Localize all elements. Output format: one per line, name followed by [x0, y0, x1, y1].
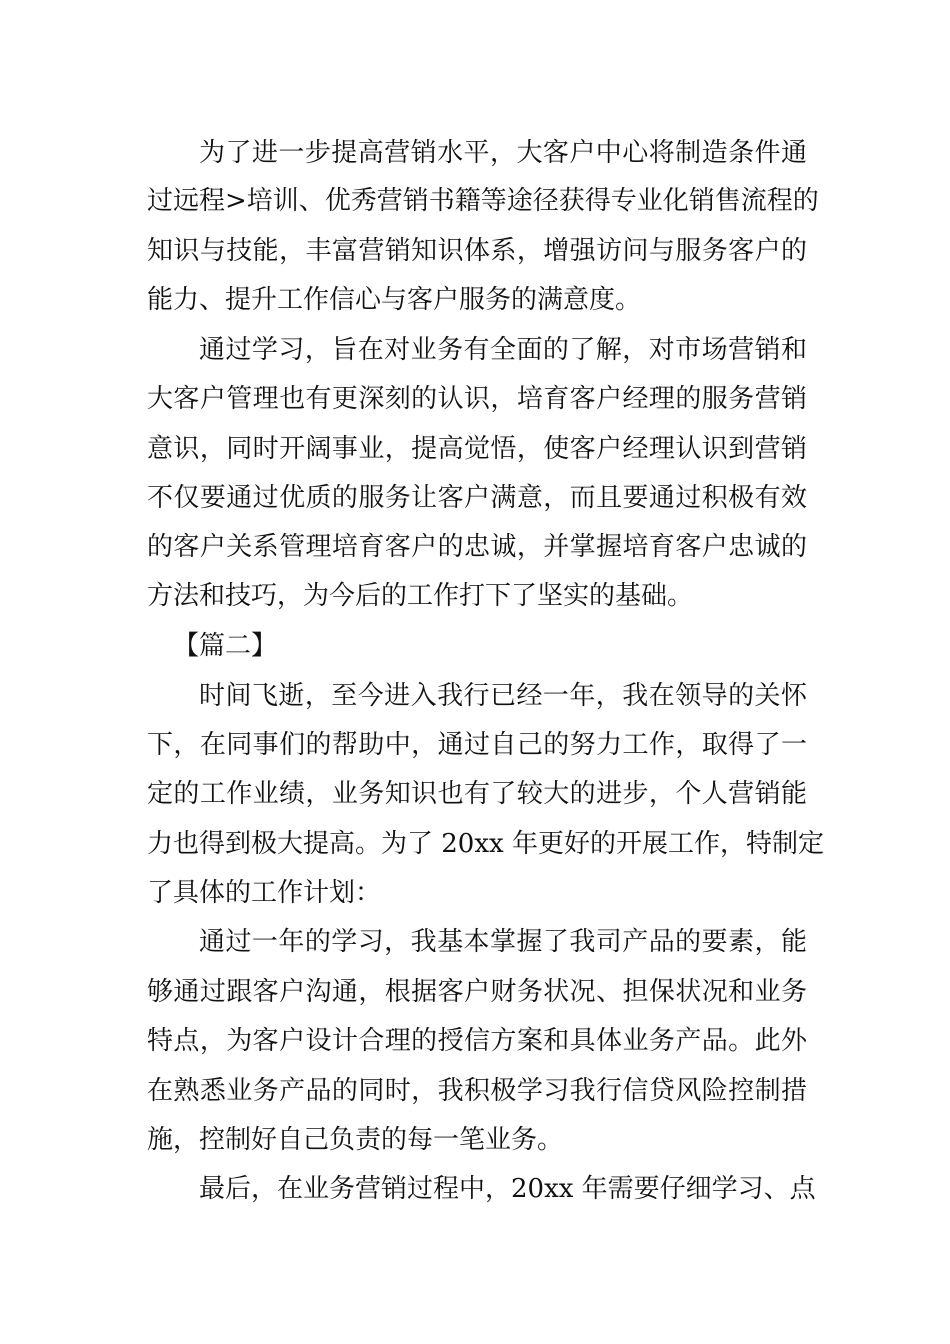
- paragraph-2-line-2: 大客户管理也有更深刻的认识，培育客户经理的服务营销: [147, 384, 807, 414]
- paragraph-1-line-3: 知识与技能，丰富营销知识体系，增强访问与服务客户的: [147, 236, 807, 266]
- paragraph-1-line-1: 为了进一步提高营销水平，大客户中心将制造条件通: [199, 138, 807, 168]
- paragraph-2-line-4: 不仅要通过优质的服务让客户满意，而且要通过积极有效: [147, 483, 807, 513]
- paragraph-2-line-3: 意识，同时开阔事业，提高觉悟，使客户经理认识到营销: [147, 434, 807, 464]
- paragraph-4-line-5: 施，控制好自己负责的每一笔业务。: [147, 1125, 564, 1155]
- paragraph-2-line-6: 方法和技巧，为今后的工作打下了坚实的基础。: [147, 581, 694, 611]
- paragraph-2-line-5: 的客户关系管理培育客户的忠诚，并掌握培育客户忠诚的: [147, 532, 807, 562]
- paragraph-1-line-2: 过远程>培训、优秀营销书籍等途径获得专业化销售流程的: [147, 186, 819, 216]
- paragraph-4-line-3: 特点，为客户设计合理的授信方案和具体业务产品。此外: [147, 1026, 807, 1056]
- paragraph-2-line-1: 通过学习，旨在对业务有全面的了解，对市场营销和: [199, 335, 807, 365]
- paragraph-3-line-4: 力也得到极大提高。为了 20xx 年更好的开展工作，特制定: [147, 829, 824, 859]
- paragraph-4-line-4: 在熟悉业务产品的同时，我积极学习我行信贷风险控制措: [147, 1076, 807, 1106]
- section-heading: 【篇二】: [173, 631, 278, 661]
- paragraph-3-line-2: 下，在同事们的帮助中，通过自己的努力工作，取得了一: [147, 730, 807, 760]
- paragraph-4-line-2: 够通过跟客户沟通，根据客户财务状况、担保状况和业务: [147, 977, 807, 1007]
- paragraph-5-line-1: 最后，在业务营销过程中，20xx 年需要仔细学习、点: [199, 1174, 816, 1204]
- paragraph-3-line-3: 定的工作业绩，业务知识也有了较大的进步，个人营销能: [147, 779, 807, 809]
- paragraph-1-line-4: 能力、提升工作信心与客户服务的满意度。: [147, 285, 642, 315]
- paragraph-4-line-1: 通过一年的学习，我基本掌握了我司产品的要素，能: [199, 927, 807, 957]
- paragraph-3-line-1: 时间飞逝，至今进入我行已经一年，我在领导的关怀: [199, 681, 807, 711]
- paragraph-3-line-5: 了具体的工作计划：: [147, 878, 382, 908]
